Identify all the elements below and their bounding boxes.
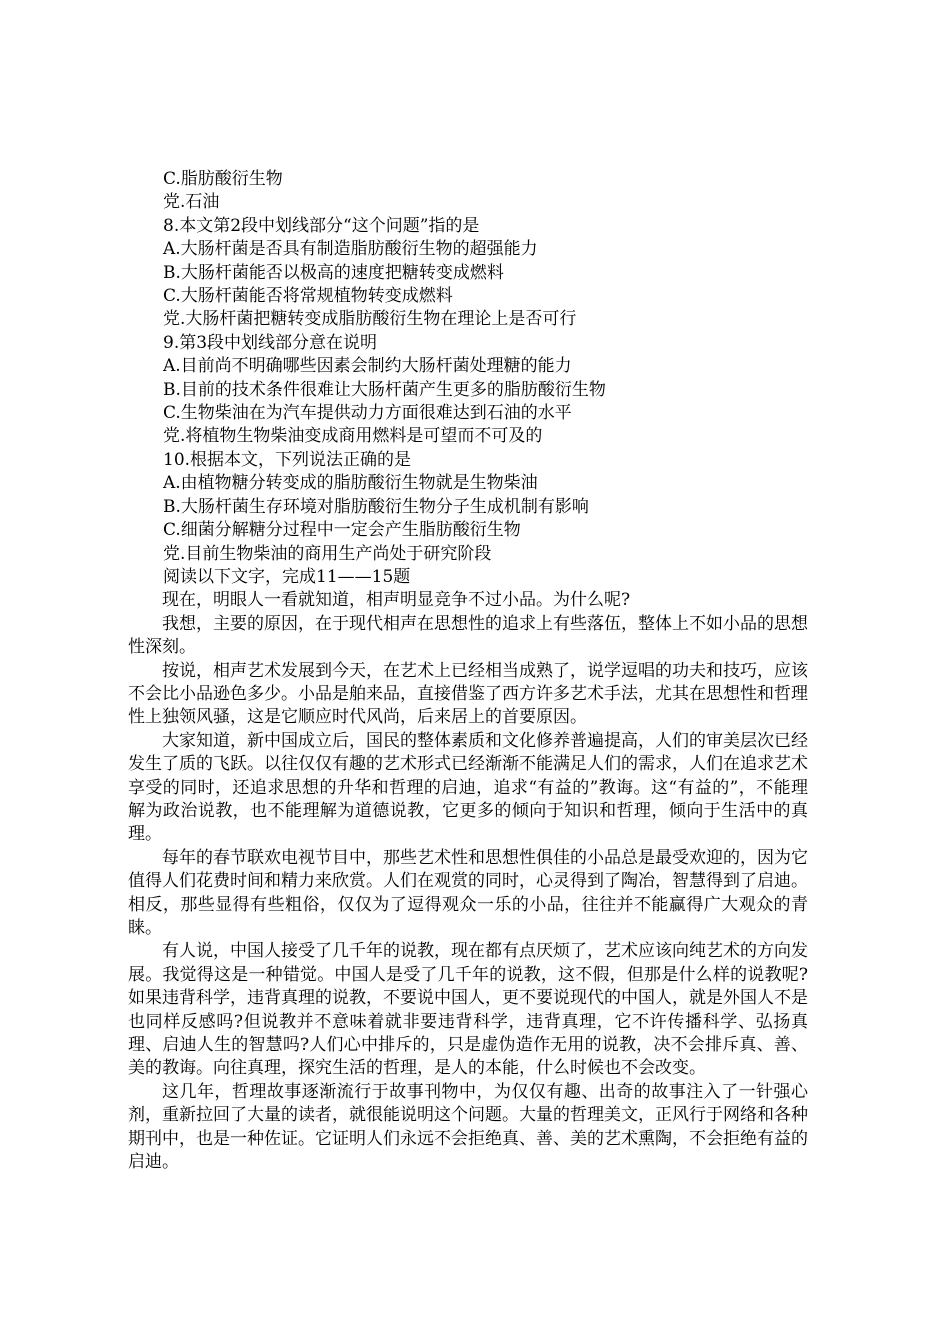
question-line: 8.本文第2段中划线部分“这个问题”指的是: [163, 215, 480, 236]
option-line: B.大肠杆菌生存环境对脂肪酸衍生物分子生成机制有影响: [163, 496, 589, 517]
option-line: C.脂肪酸衍生物: [163, 169, 283, 189]
paragraph-text: 每年的春节联欢电视节目中，那些艺术性和思想性俱佳的小品总是最受欢迎的，因为它值得人们花费时间和精力来欣赏。人们在观赏的同时，心灵得到了陶冶，智慧得到了启迪。相反，那些显得有些粗俗，仅仅为了逗得观众一乐的小品，往往并不能赢得广大观众的青睐。: [128, 847, 808, 938]
option-line: 党.将植物生物柴油变成商用燃料是可望而不可及的: [163, 426, 543, 447]
paragraph-text: 大家知道，新中国成立后，国民的整体素质和文化修养普遍提高，人们的审美层次已经发生了质的飞跃。以往仅仅有趣的艺术形式已经渐渐不能满足人们的需求，人们在追求艺术享受的同时，还追求思想的升华和哲理的启迪，追求“有益的”教诲。这“有益的”，不能理解为政治说教，也不能理解为道德说教，它更多的倾向于知识和哲理，倾向于生活中的真理。: [128, 730, 808, 845]
option-line: A.大肠杆菌是否具有制造脂肪酸衍生物的超强能力: [163, 239, 538, 260]
paragraph-text: 我想，主要的原因，在于现代相声在思想性的追求上有些落伍，整体上不如小品的思想性深刻。: [128, 613, 808, 658]
article-paragraph: [128, 1081, 808, 1175]
article-paragraph: [128, 613, 808, 660]
paragraph-text: 有人说，中国人接受了几千年的说教，现在都有点厌烦了，艺术应该向纯艺术的方向发展。我觉得这是一种错觉。中国人是受了几千年的说教，这不假，但那是什么样的说教呢?如果违背科学，违背真理的说教，不要说中国人，更不要说现代的中国人，就是外国人不是也同样反感吗?但说教并不意味着就非要违背科学，违背真理，它不许传播科学、弘扬真理、启迪人生的智慧吗?人们心中排斥的，只是虚伪造作无用的说教，决不会排斥真、善、美的教诲。向往真理，探究生活的哲理，是人的本能，什么时候也不会改变。: [128, 941, 808, 1079]
article-paragraph: [128, 660, 808, 730]
option-line: A.目前尚不明确哪些因素会制约大肠杆菌处理糖的能力: [163, 356, 572, 377]
option-line: 党.目前生物柴油的商用生产尚处于研究阶段: [163, 543, 492, 564]
reading-instruction: 阅读以下文字，完成11——15题: [163, 566, 411, 587]
question-line: 9.第3段中划线部分意在说明: [163, 332, 378, 353]
option-line: C.细菌分解糖分过程中一定会产生脂肪酸衍生物: [163, 520, 521, 541]
option-line: B.大肠杆菌能否以极高的速度把糖转变成燃料: [163, 262, 504, 283]
option-line: A.由植物糖分转变成的脂肪酸衍生物就是生物柴油: [163, 473, 538, 494]
paragraph-text: 按说，相声艺术发展到今天，在艺术上已经相当成熟了，说学逗唱的功夫和技巧，应该不会比小品逊色多少。小品是舶来品，直接借鉴了西方许多艺术手法，尤其在思想性和哲理性上独领风骚，这是它顺应时代风尚，后来居上的首要原因。: [128, 660, 808, 728]
article-paragraph: [128, 589, 808, 612]
option-line: 党.大肠杆菌把糖转变成脂肪酸衍生物在理论上是否可行: [163, 309, 577, 330]
paragraph-text: 这几年，哲理故事逐渐流行于故事刊物中，为仅仅有趣、出奇的故事注入了一针强心剂，重新拉回了大量的读者，就很能说明这个问题。大量的哲理美文，正风行于网络和各种期刊中，也是一种佐证。它证明人们永远不会拒绝真、善、美的艺术熏陶，不会拒绝有益的启迪。: [128, 1081, 808, 1173]
option-line: B.目前的技术条件很难让大肠杆菌产生更多的脂肪酸衍生物: [163, 379, 606, 400]
article-paragraph: [128, 940, 808, 1080]
document-page: [128, 168, 843, 1174]
paragraph-text: 现在，明眼人一看就知道，相声明显竞争不过小品。为什么呢?: [162, 590, 631, 611]
option-line: C.生物柴油在为汽车提供动力方面很难达到石油的水平: [163, 403, 572, 424]
question-line: 10.根据本文，下列说法正确的是: [163, 449, 412, 470]
article-paragraph: [128, 847, 808, 941]
article-paragraph: [128, 730, 808, 847]
option-line: C.大肠杆菌能否将常规植物转变成燃料: [163, 286, 453, 307]
option-line: 党.石油: [163, 192, 220, 213]
